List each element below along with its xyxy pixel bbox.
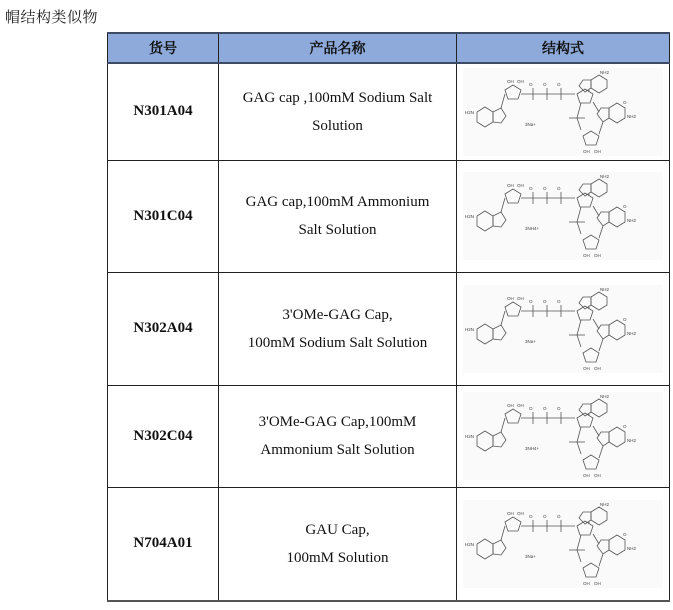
product-name-line-2: Ammonium Salt Solution (260, 442, 415, 458)
svg-text:H2N: H2N (465, 214, 475, 219)
product-name-cell (219, 272, 457, 385)
svg-text:NH2: NH2 (627, 545, 637, 551)
table-row-n301a04 (108, 63, 670, 160)
svg-text:NH2: NH2 (627, 113, 637, 119)
chemical-structure-icon (463, 500, 663, 588)
header-sku: 货号 (108, 33, 219, 63)
svg-text:OH: OH (583, 580, 590, 586)
svg-text:O: O (623, 316, 627, 322)
svg-text:3NH4+: 3NH4+ (525, 226, 540, 231)
svg-text:O: O (623, 99, 627, 105)
svg-text:O: O (557, 186, 561, 191)
product-table (107, 32, 670, 602)
product-name-line-2: 100mM Solution (286, 549, 389, 566)
table-row-n704a01 (108, 487, 670, 601)
chemical-structure-icon (463, 392, 663, 480)
svg-text:O: O (529, 186, 533, 191)
svg-text:H2N: H2N (465, 541, 475, 547)
svg-text:3Na+: 3Na+ (525, 121, 536, 127)
sku-cell: N704A01 (108, 487, 219, 601)
table-row-n301c04 (108, 160, 670, 272)
svg-text:O: O (543, 81, 547, 87)
svg-text:O: O (529, 513, 533, 519)
structure-cell (457, 487, 670, 601)
structure-cell (457, 272, 670, 385)
svg-text:OH: OH (517, 510, 524, 516)
svg-text:OH: OH (583, 148, 590, 154)
product-name-line-1: GAG cap,100mM Ammonium (245, 194, 430, 210)
sku-cell: N301A04 (108, 63, 219, 160)
svg-text:OH: OH (507, 403, 514, 408)
sku-cell: N302A04 (108, 272, 219, 385)
svg-text:O: O (557, 406, 561, 411)
product-name-line-2: Salt Solution (298, 222, 377, 238)
svg-text:OH: OH (594, 148, 601, 154)
svg-text:OH: OH (517, 403, 524, 408)
svg-text:OH: OH (583, 365, 590, 371)
header-product-name: 产品名称 (219, 33, 457, 63)
table-row-n302c04 (108, 385, 670, 487)
svg-text:NH2: NH2 (600, 501, 610, 507)
product-name-line-1: GAU Cap, (305, 521, 370, 538)
svg-text:NH2: NH2 (600, 69, 610, 75)
svg-text:OH: OH (594, 473, 601, 478)
svg-text:OH: OH (517, 78, 524, 84)
svg-text:OH: OH (594, 253, 601, 258)
svg-text:NH2: NH2 (600, 174, 610, 179)
chemical-structure-image (463, 500, 663, 588)
svg-text:O: O (557, 81, 561, 87)
svg-text:O: O (529, 81, 533, 87)
chemical-structure-image (463, 285, 663, 373)
svg-text:NH2: NH2 (627, 330, 637, 336)
svg-text:O: O (557, 298, 561, 304)
svg-text:NH2: NH2 (627, 438, 637, 443)
structure-cell (457, 385, 670, 487)
svg-text:3Na+: 3Na+ (525, 338, 536, 344)
svg-text:OH: OH (594, 580, 601, 586)
svg-text:O: O (623, 204, 627, 209)
svg-text:H2N: H2N (465, 109, 475, 115)
chemical-structure-image (463, 392, 663, 480)
product-name-line-2: 100mM Sodium Salt Solution (247, 334, 428, 351)
chemical-structure-image (463, 68, 663, 156)
header-structure: 结构式 (457, 33, 670, 63)
structure-cell (457, 160, 670, 272)
svg-text:O: O (623, 424, 627, 429)
svg-text:OH: OH (583, 473, 590, 478)
svg-text:3Na+: 3Na+ (525, 553, 536, 559)
svg-text:OH: OH (507, 183, 514, 188)
product-name-cell (219, 160, 457, 272)
svg-text:OH: OH (517, 183, 524, 188)
svg-text:O: O (543, 406, 547, 411)
svg-text:3NH4+: 3NH4+ (525, 446, 540, 451)
table-header-row (108, 33, 670, 63)
page-title: 帽结构类似物 (5, 8, 99, 26)
product-name-cell (219, 385, 457, 487)
svg-text:OH: OH (517, 295, 524, 301)
svg-text:H2N: H2N (465, 326, 475, 332)
svg-text:OH: OH (507, 510, 514, 516)
product-name-line-1: GAG cap ,100mM Sodium Salt (242, 89, 433, 106)
svg-text:OH: OH (594, 365, 601, 371)
svg-text:O: O (529, 406, 533, 411)
chemical-structure-image (463, 172, 663, 260)
chemical-structure-icon (463, 285, 663, 373)
svg-text:NH2: NH2 (600, 286, 610, 292)
sku-cell: N302C04 (108, 385, 219, 487)
svg-text:NH2: NH2 (600, 394, 610, 399)
svg-text:OH: OH (507, 295, 514, 301)
product-name-line-1: 3'OMe-GAG Cap,100mM (258, 414, 417, 430)
svg-text:OH: OH (507, 78, 514, 84)
product-name-line-1: 3'OMe-GAG Cap, (282, 306, 393, 323)
product-name-cell (219, 63, 457, 160)
svg-text:O: O (529, 298, 533, 304)
product-name-cell (219, 487, 457, 601)
structure-cell (457, 63, 670, 160)
chemical-structure-icon (463, 68, 663, 156)
svg-text:NH2: NH2 (627, 218, 637, 223)
table-row-n302a04 (108, 272, 670, 385)
svg-text:O: O (623, 531, 627, 537)
svg-text:O: O (543, 513, 547, 519)
svg-text:O: O (543, 186, 547, 191)
svg-text:O: O (543, 298, 547, 304)
svg-text:H2N: H2N (465, 434, 475, 439)
sku-cell: N301C04 (108, 160, 219, 272)
svg-text:O: O (557, 513, 561, 519)
svg-text:OH: OH (583, 253, 590, 258)
chemical-structure-icon (463, 172, 663, 260)
product-name-line-2: Solution (312, 117, 363, 134)
